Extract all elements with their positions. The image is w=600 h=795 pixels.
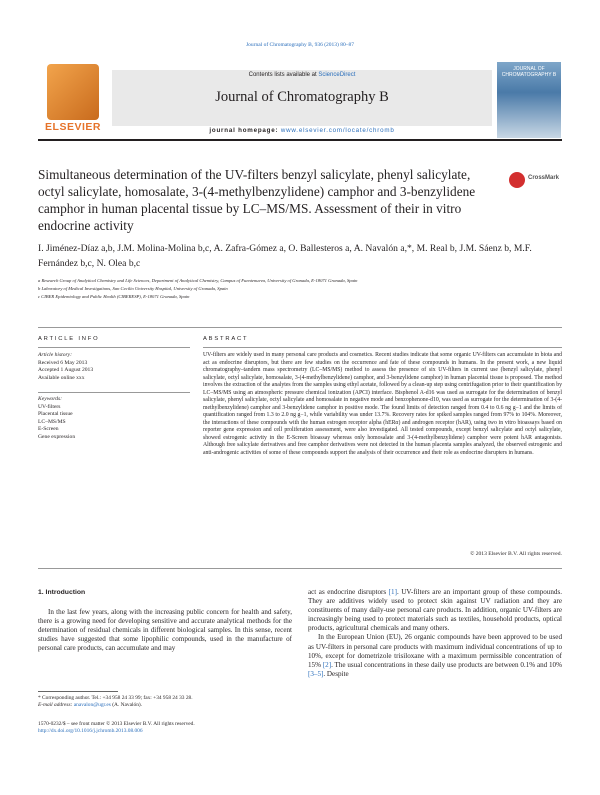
info-rule-2: [38, 392, 190, 393]
abstract-text: UV-filters are widely used in many personal care products and cosmetics. Recent studies indicate that some organic UV-filters can accumulate in biota and act as endocrine disruptors, but there are few studies on the occurrence and fate of these compounds in humans. In the present work, a new liquid chromatography–tandem mass spectrometry (LC–MS/MS) method to assess the presence of six UV-filters in current use (benzyl salicylate, phenyl salicylate, octyl salicylate, homosalate, 3-(4-methylbenzylidene) camphor, and 3-benzylidene camphor) in human placental tissue is proposed. The method involves the extraction of the analytes from the samples using ethyl acetate, followed by a clean-up step using centrifugation prior to their quantification by LC–MS/MS using an atmospheric pressure chemical ionization (APCI) interface. Bisphenol A-d16 was used as surrogate for the determination of benzyl salicylate, phenyl salicylate, octyl salicylate and homosalate in negative mode and benzophenone-d10, was used as surrogate for the determination of 3-(4-methylbenzylidene) camphor and 3-benzylidene camphor in positive mode. The found limits of detection ranged from 0.4 to 0.6 ng g−1 and the limits of quantification ranged from 1.3 to 2.0 ng g−1, while variability was under 13.7%. Recovery rates for spiked samples ranged from 97% to 104%. Moreover, the interactions of these compounds with the human estrogen receptor alpha (hERα) and androgen receptor (hAR), using two in vitro bioassays based on reporter gene expression and cell proliferation assessment, were also investigated. All tested compounds, except benzyl salicylate and octyl salicylate, showed estrogenic activity in the E-Screen bioassay whereas only homosalate and 3-(4-methylbenzylidene) camphor were potent hAR antagonists. Although free salicylate derivatives and free camphor derivatives were not detected in the human placenta samples analyzed, the observed estrogenic and anti-androgenic activities of some of these compounds support the analysis of their occurrence and their role as endocrine disrupters in humans.: [203, 352, 562, 456]
issn-line: 1570-0232/$ – see front matter © 2013 Elsevier B.V. All rights reserved.: [38, 721, 195, 727]
text-run: In the European Union (EU), 26 organic compounds have been approved to be used as UV-filters in personal care products with maximum individual concentrations of up to 10%, except for dometrizole trisiloxane with a maximum permissible concentration of 15%: [308, 633, 562, 669]
copyright: © 2013 Elsevier B.V. All rights reserved.: [470, 551, 562, 557]
article-title: Simultaneous determination of the UV-filters benzyl salicylate, phenyl salicylate, octyl salicylate, homosalate, 3-(4-methylbenzylidene) camphor and 3-benzylidene camphor in human placental tissue by LC–MS/MS. Assessment of their in vitro endocrine activity: [38, 167, 476, 233]
section-rule: [38, 327, 562, 328]
sciencedirect-link[interactable]: ScienceDirect: [318, 72, 356, 78]
keywords: [38, 396, 190, 442]
email-link[interactable]: anavalon@ugr.es: [73, 702, 111, 709]
header-rule: [38, 139, 562, 141]
crossmark-icon[interactable]: [509, 172, 525, 188]
keyword: UV-filters: [38, 403, 61, 410]
text-run: . UV-filters are an important group of these compounds. They are additives widely used to protect skin against UV radiation and they are constituents of many daily-use personal care products. In addition, organic UV-filters are increasingly being used to protect materials such as textiles, household products, optical products, agricultural chemicals and many others.: [308, 588, 562, 633]
abstract-heading: ABSTRACT: [203, 336, 249, 342]
email-label: E-mail address:: [38, 702, 74, 709]
front-matter: [38, 721, 292, 736]
contents-line: [112, 72, 492, 78]
intro-paragraph: [308, 633, 562, 678]
reference-link[interactable]: [1]: [388, 588, 397, 596]
homepage-line: [112, 127, 492, 134]
intro-paragraph: [308, 588, 562, 633]
author-list: I. Jiménez-Díaz a,b, J.M. Molina-Molina b,c, A. Zafra-Gómez a, O. Ballesteros a, A. Navalón a,*, M. Real b, J.M. Sáenz b, M.F. Fernández b,c, N. Olea b,c: [38, 243, 532, 269]
keyword: Gene expression: [38, 433, 76, 440]
journal-citation: Journal of Chromatography B, 936 (2013) 80–87: [246, 42, 354, 48]
elsevier-tree-icon: [47, 64, 99, 120]
footnotes: [38, 695, 292, 710]
homepage-link[interactable]: www.elsevier.com/locate/chromb: [280, 127, 395, 134]
keywords-label: Keywords:: [38, 396, 63, 402]
affiliation-b: b Laboratory of Medical Investigations, San Cecilio University Hospital, University of Granada, Spain: [38, 286, 228, 291]
text-run: act as endocrine disruptors: [308, 588, 389, 596]
cover-label: JOURNAL OF CHROMATOGRAPHY B: [501, 66, 557, 78]
info-rule: [38, 347, 190, 348]
affiliations: [38, 277, 508, 301]
affiliation-c: c CIBER Epidemiology and Public Health (CIBERESP), E-18071 Granada, Spain: [38, 294, 190, 299]
history-online: Available online xxx: [38, 374, 85, 381]
email-line: [38, 702, 292, 709]
keyword: LC–MS/MS: [38, 418, 66, 425]
journal-title: Journal of Chromatography B: [215, 89, 389, 105]
text-run: . Despite: [323, 669, 349, 678]
intro-paragraph: In the last few years, along with the increasing public concern for health and safety, there is a growing need for developing sensitive and accurate analytical methods for the determination of residual chemicals in different biological samples. In this sense, recent studies have suggested that some lipophilic compounds, used in the manufacture of personal care products, can accumulate and may: [38, 608, 292, 653]
intro-column-1: [38, 608, 292, 653]
email-suffix: (A. Navalón).: [110, 702, 143, 709]
reference-link[interactable]: [2]: [322, 660, 332, 669]
intro-column-2: [308, 588, 562, 679]
homepage-prefix: journal homepage:: [209, 127, 281, 134]
intro-heading: 1. Introduction: [38, 589, 86, 596]
abstract-rule: [203, 347, 562, 348]
text-run: . The usual concentrations in these daily use products are between 0.1% and 10%: [331, 660, 562, 669]
history-received: Received 6 May 2013: [38, 359, 88, 366]
doi-link[interactable]: http://dx.doi.org/10.1016/j.jchromb.2013.08.006: [38, 728, 143, 735]
footnote-rule: [38, 691, 118, 692]
abstract-bottom-rule: [38, 568, 562, 569]
keyword: E-Screen: [38, 426, 59, 433]
article-history: [38, 352, 190, 382]
crossmark-label[interactable]: CrossMark: [528, 175, 560, 181]
history-label: Article history:: [38, 352, 73, 358]
reference-link[interactable]: [3–5]: [308, 669, 324, 678]
corresponding-author: * Corresponding author. Tel.: +34 958 24 33 99; fax: +34 958 24 33 28.: [38, 695, 193, 701]
affiliation-a: a Research Group of Analytical Chemistry and Life Sciences, Department of Analytical Chemistry, Campus of Fuentenueva, University of Granada, E-18071 Granada, Spain: [38, 278, 358, 283]
publisher-name: ELSEVIER: [45, 121, 101, 133]
history-accepted: Accepted 1 August 2013: [38, 367, 94, 374]
contents-prefix: Contents lists available at: [248, 72, 319, 78]
article-info-heading: ARTICLE INFO: [38, 336, 100, 342]
keyword: Placental tissue: [38, 411, 73, 418]
